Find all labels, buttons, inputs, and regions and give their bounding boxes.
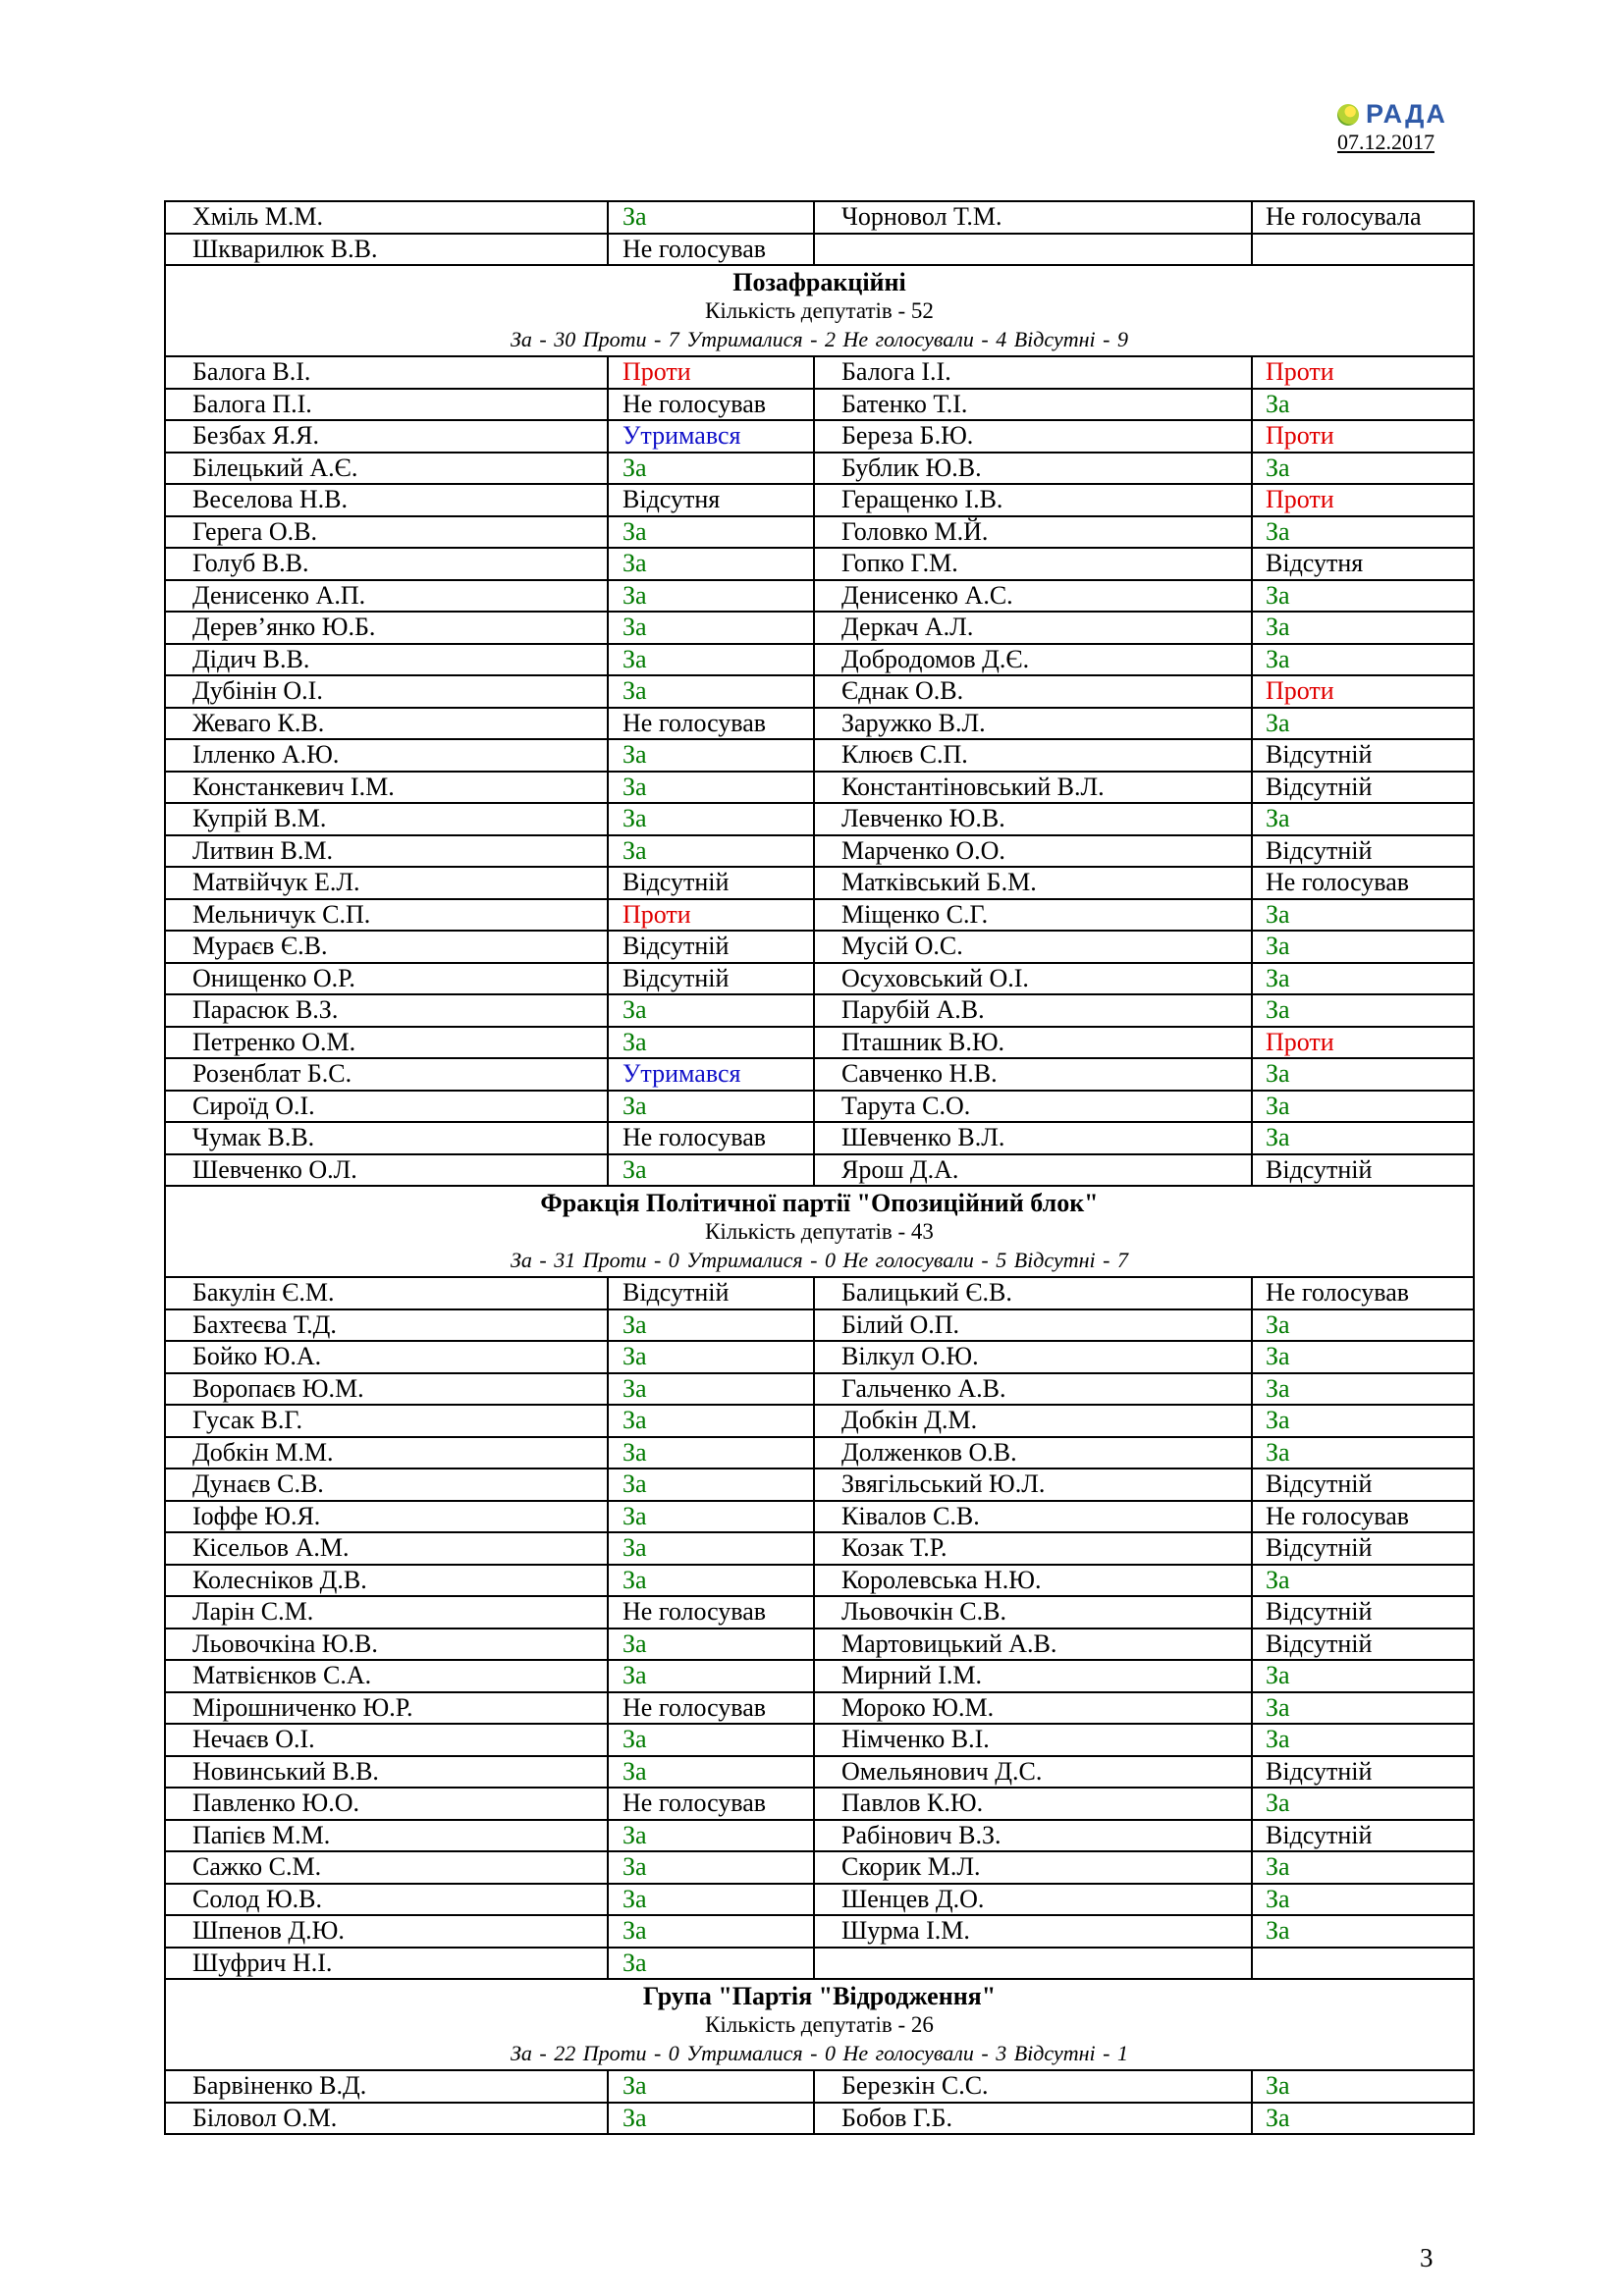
deputy-name: Шуфрич Н.І.: [165, 1948, 608, 1980]
deputy-name: Розенблат Б.С.: [165, 1058, 608, 1091]
deputy-name: Нечаєв О.І.: [165, 1724, 608, 1756]
table-row: [165, 803, 1474, 835]
vote-value: За: [1252, 1122, 1474, 1154]
vote-value: За: [608, 675, 814, 708]
page-number: 3: [1420, 2243, 1434, 2272]
table-row: [165, 1341, 1474, 1373]
deputy-name: Констанкевич І.М.: [165, 772, 608, 804]
deputy-name: Матвієнков С.А.: [165, 1660, 608, 1692]
deputy-name: Чорновол Т.М.: [814, 201, 1252, 234]
vote-value: Утримався: [608, 420, 814, 453]
vote-value: Відсутній: [608, 1277, 814, 1309]
deputy-name: Дунаєв С.В.: [165, 1468, 608, 1501]
deputy-name: Іоффе Ю.Я.: [165, 1501, 608, 1533]
deputy-name: Долженков О.В.: [814, 1437, 1252, 1469]
vote-value: Проти: [1252, 675, 1474, 708]
vote-value: За: [608, 1341, 814, 1373]
vote-value: За: [608, 739, 814, 772]
vote-value: Проти: [1252, 484, 1474, 516]
vote-value: За: [608, 1884, 814, 1916]
vote-value: Відсутній: [1252, 772, 1474, 804]
table-row: [165, 1596, 1474, 1629]
deputy-name: Єднак О.В.: [814, 675, 1252, 708]
table-row: [165, 1756, 1474, 1789]
vote-value: Відсутній: [1252, 1756, 1474, 1789]
table-row: [165, 1277, 1474, 1309]
deputy-name: Парасюк В.З.: [165, 994, 608, 1027]
faction-header-row: [165, 1979, 1474, 2070]
vote-value: За: [1252, 580, 1474, 613]
vote-value: За: [608, 2103, 814, 2135]
vote-value: Проти: [1252, 420, 1474, 453]
deputy-name: Ярош Д.А.: [814, 1154, 1252, 1187]
faction-header: [165, 1979, 1474, 2070]
deputy-name: Барвіненко В.Д.: [165, 2070, 608, 2103]
vote-value: За: [608, 1629, 814, 1661]
vote-value: Не голосував: [1252, 1501, 1474, 1533]
vote-value: За: [608, 580, 814, 613]
deputy-name: Солод Ю.В.: [165, 1884, 608, 1916]
vote-value: За: [608, 1565, 814, 1597]
deputy-name: Безбах Я.Я.: [165, 420, 608, 453]
vote-value: За: [1252, 2070, 1474, 2103]
vote-value: Відсутній: [608, 963, 814, 995]
deputy-name: Шпенов Д.Ю.: [165, 1915, 608, 1948]
table-row: [165, 234, 1474, 266]
vote-value: Не голосував: [608, 1122, 814, 1154]
table-row: [165, 1851, 1474, 1884]
document-date: 07.12.2017: [1337, 130, 1435, 154]
deputy-name: Білецький А.Є.: [165, 453, 608, 485]
table-row: [165, 675, 1474, 708]
vote-value: За: [1252, 2103, 1474, 2135]
deputy-name: Міщенко С.Г.: [814, 899, 1252, 932]
deputy-name: Шкварилюк В.В.: [165, 234, 608, 266]
deputy-name: Бойко Ю.А.: [165, 1341, 608, 1373]
deputy-count: Кількість депутатів - 26: [705, 2012, 934, 2037]
vote-value: За: [1252, 1692, 1474, 1725]
table-row: [165, 1565, 1474, 1597]
deputy-name: Ківалов С.В.: [814, 1501, 1252, 1533]
deputy-name: Колесніков Д.В.: [165, 1565, 608, 1597]
table-row: [165, 1820, 1474, 1852]
faction-header-row: [165, 1186, 1474, 1277]
deputy-name: Гальченко А.В.: [814, 1373, 1252, 1406]
vote-value: [1252, 234, 1474, 266]
deputy-name: Матківський Б.М.: [814, 867, 1252, 899]
vote-value: За: [608, 835, 814, 868]
table-row: [165, 1660, 1474, 1692]
deputy-name: Парубій А.В.: [814, 994, 1252, 1027]
table-row: [165, 899, 1474, 932]
vote-value: За: [608, 1154, 814, 1187]
table-row: [165, 931, 1474, 963]
table-row: [165, 1437, 1474, 1469]
table-row: [165, 1629, 1474, 1661]
deputy-name: Льовочкіна Ю.В.: [165, 1629, 608, 1661]
deputy-name: Королевська Н.Ю.: [814, 1565, 1252, 1597]
deputy-name: Вілкул О.Ю.: [814, 1341, 1252, 1373]
deputy-name: Хміль М.М.: [165, 201, 608, 234]
deputy-name: Воропаєв Ю.М.: [165, 1373, 608, 1406]
table-row: [165, 2070, 1474, 2103]
vote-value: Відсутній: [1252, 1154, 1474, 1187]
deputy-name: Матвійчук Е.Л.: [165, 867, 608, 899]
deputy-name: Денисенко А.С.: [814, 580, 1252, 613]
deputy-name: [814, 1948, 1252, 1980]
vote-value: За: [1252, 1915, 1474, 1948]
deputy-name: Герега О.В.: [165, 516, 608, 549]
deputy-name: Мороко Ю.М.: [814, 1692, 1252, 1725]
table-row: [165, 580, 1474, 613]
vote-value: За: [608, 1948, 814, 1980]
deputy-name: Головко М.Й.: [814, 516, 1252, 549]
rada-logo: [1337, 99, 1447, 130]
vote-value: За: [608, 803, 814, 835]
vote-value: За: [1252, 1091, 1474, 1123]
vote-value: За: [1252, 931, 1474, 963]
deputy-name: Балицький Є.В.: [814, 1277, 1252, 1309]
vote-value: За: [1252, 1405, 1474, 1437]
deputy-name: Німченко В.І.: [814, 1724, 1252, 1756]
vote-value: За: [608, 2070, 814, 2103]
deputy-name: Батенко Т.І.: [814, 389, 1252, 421]
vote-value: За: [1252, 1851, 1474, 1884]
deputy-name: Гусак В.Г.: [165, 1405, 608, 1437]
deputy-name: Павленко Ю.О.: [165, 1788, 608, 1820]
table-row: [165, 1373, 1474, 1406]
vote-value: За: [1252, 803, 1474, 835]
deputy-name: Папієв М.М.: [165, 1820, 608, 1852]
table-row: [165, 1309, 1474, 1342]
vote-value: За: [1252, 453, 1474, 485]
vote-value: За: [1252, 1788, 1474, 1820]
vote-value: За: [608, 1532, 814, 1565]
table-row: [165, 1405, 1474, 1437]
deputy-name: Дідич В.В.: [165, 644, 608, 676]
vote-value: За: [608, 612, 814, 644]
deputy-name: Біловол О.М.: [165, 2103, 608, 2135]
vote-value: За: [608, 1091, 814, 1123]
vote-summary: За - 31 Проти - 0 Утрималися - 0 Не голосували - 5 Відсутні - 7: [510, 1248, 1128, 1272]
table-row: [165, 356, 1474, 389]
vote-value: За: [608, 1468, 814, 1501]
vote-value: За: [608, 1501, 814, 1533]
vote-value: Не голосував: [1252, 1277, 1474, 1309]
deputy-name: Денисенко А.П.: [165, 580, 608, 613]
deputy-name: Мартовицький А.В.: [814, 1629, 1252, 1661]
vote-value: За: [608, 1660, 814, 1692]
vote-value: Відсутній: [1252, 1820, 1474, 1852]
deputy-name: [814, 234, 1252, 266]
table-row: [165, 1027, 1474, 1059]
deputy-name: Геращенко І.В.: [814, 484, 1252, 516]
table-row: [165, 835, 1474, 868]
deputy-name: Березкін С.С.: [814, 2070, 1252, 2103]
table-row: [165, 867, 1474, 899]
deputy-name: Ілленко А.Ю.: [165, 739, 608, 772]
table-row: [165, 772, 1474, 804]
vote-value: За: [1252, 963, 1474, 995]
table-row: [165, 1884, 1474, 1916]
deputy-name: Жеваго К.В.: [165, 708, 608, 740]
deputy-name: Голуб В.В.: [165, 548, 608, 580]
deputy-name: Бублик Ю.В.: [814, 453, 1252, 485]
deputy-name: Козак Т.Р.: [814, 1532, 1252, 1565]
vote-value: Проти: [1252, 1027, 1474, 1059]
vote-value: [1252, 1948, 1474, 1980]
vote-value: Проти: [608, 356, 814, 389]
table-row: [165, 708, 1474, 740]
rada-logo-text: РАДА: [1366, 99, 1447, 129]
table-row: [165, 1501, 1474, 1533]
faction-header-row: [165, 265, 1474, 356]
deputy-name: Бахтеєва Т.Д.: [165, 1309, 608, 1342]
faction-title: Фракція Політичної партії "Опозиційний блок": [540, 1189, 1099, 1217]
vote-value: За: [608, 1851, 814, 1884]
deputy-name: Балога П.І.: [165, 389, 608, 421]
vote-value: За: [608, 1027, 814, 1059]
vote-value: За: [1252, 1660, 1474, 1692]
voting-results-table: [164, 200, 1475, 2135]
deputy-name: Звягільський Ю.Л.: [814, 1468, 1252, 1501]
vote-value: Відсутній: [1252, 739, 1474, 772]
table-row: [165, 1122, 1474, 1154]
vote-value: За: [1252, 389, 1474, 421]
vote-value: За: [608, 201, 814, 234]
deputy-name: Левченко Ю.В.: [814, 803, 1252, 835]
vote-value: За: [608, 1915, 814, 1948]
deputy-name: Рабінович В.З.: [814, 1820, 1252, 1852]
deputy-name: Чумак В.В.: [165, 1122, 608, 1154]
vote-value: Відсутня: [1252, 548, 1474, 580]
vote-value: За: [608, 1756, 814, 1789]
faction-header: [165, 1186, 1474, 1277]
deputy-name: Новинський В.В.: [165, 1756, 608, 1789]
table-row: [165, 1788, 1474, 1820]
vote-value: Відсутній: [608, 867, 814, 899]
deputy-name: Добкін Д.М.: [814, 1405, 1252, 1437]
deputy-name: Сироїд О.І.: [165, 1091, 608, 1123]
vote-value: Не голосував: [608, 389, 814, 421]
vote-value: За: [1252, 1724, 1474, 1756]
table-row: [165, 548, 1474, 580]
vote-value: За: [608, 1437, 814, 1469]
deputy-name: Бакулін Є.М.: [165, 1277, 608, 1309]
vote-value: Не голосував: [1252, 867, 1474, 899]
table-row: [165, 484, 1474, 516]
vote-value: За: [608, 1309, 814, 1342]
vote-value: За: [608, 453, 814, 485]
vote-value: За: [1252, 1309, 1474, 1342]
rada-logo-icon: [1337, 104, 1359, 126]
faction-title: Група "Партія "Відродження": [642, 1982, 997, 2010]
vote-value: За: [608, 1820, 814, 1852]
vote-value: За: [1252, 612, 1474, 644]
deputy-name: Бобов Г.Б.: [814, 2103, 1252, 2135]
vote-value: Відсутній: [1252, 1468, 1474, 1501]
vote-value: За: [608, 644, 814, 676]
deputy-name: Мусій О.С.: [814, 931, 1252, 963]
vote-value: За: [1252, 899, 1474, 932]
vote-value: За: [1252, 1437, 1474, 1469]
deputy-count: Кількість депутатів - 43: [705, 1219, 934, 1244]
table-row: [165, 612, 1474, 644]
table-row: [165, 644, 1474, 676]
deputy-name: Шенцев Д.О.: [814, 1884, 1252, 1916]
deputy-name: Литвин В.М.: [165, 835, 608, 868]
deputy-name: Ларін С.М.: [165, 1596, 608, 1629]
vote-value: Проти: [1252, 356, 1474, 389]
table-row: [165, 2103, 1474, 2135]
deputy-name: Петренко О.М.: [165, 1027, 608, 1059]
deputy-name: Купрій В.М.: [165, 803, 608, 835]
vote-value: За: [1252, 516, 1474, 549]
table-row: [165, 994, 1474, 1027]
vote-value: За: [1252, 1341, 1474, 1373]
deputy-name: Мирний І.М.: [814, 1660, 1252, 1692]
table-row: [165, 963, 1474, 995]
deputy-name: Тарута С.О.: [814, 1091, 1252, 1123]
deputy-name: Льовочкін С.В.: [814, 1596, 1252, 1629]
table-row: [165, 453, 1474, 485]
vote-value: За: [608, 1373, 814, 1406]
deputy-name: Мельничук С.П.: [165, 899, 608, 932]
vote-value: Проти: [608, 899, 814, 932]
vote-value: За: [608, 994, 814, 1027]
deputy-name: Марченко О.О.: [814, 835, 1252, 868]
vote-value: За: [608, 1724, 814, 1756]
deputy-name: Білий О.П.: [814, 1309, 1252, 1342]
deputy-name: Осуховський О.І.: [814, 963, 1252, 995]
table-row: [165, 1948, 1474, 1980]
vote-value: Відсутній: [1252, 1596, 1474, 1629]
vote-value: Утримався: [608, 1058, 814, 1091]
vote-value: Не голосував: [608, 1596, 814, 1629]
deputy-name: Сажко С.М.: [165, 1851, 608, 1884]
table-row: [165, 1724, 1474, 1756]
deputy-name: Мірошниченко Ю.Р.: [165, 1692, 608, 1725]
table-row: [165, 1532, 1474, 1565]
vote-value: За: [608, 548, 814, 580]
table-row: [165, 201, 1474, 234]
deputy-name: Веселова Н.В.: [165, 484, 608, 516]
deputy-name: Скорик М.Л.: [814, 1851, 1252, 1884]
table-row: [165, 1692, 1474, 1725]
deputy-name: Заружко В.Л.: [814, 708, 1252, 740]
deputy-name: Балога В.І.: [165, 356, 608, 389]
vote-value: За: [608, 516, 814, 549]
vote-value: За: [608, 1405, 814, 1437]
vote-value: Не голосував: [608, 1692, 814, 1725]
deputy-name: Балога І.І.: [814, 356, 1252, 389]
vote-value: За: [1252, 644, 1474, 676]
deputy-name: Павлов К.Ю.: [814, 1788, 1252, 1820]
table-row: [165, 1058, 1474, 1091]
table-row: [165, 1915, 1474, 1948]
vote-value: За: [1252, 994, 1474, 1027]
vote-summary: За - 22 Проти - 0 Утрималися - 0 Не голосували - 3 Відсутні - 1: [510, 2041, 1128, 2065]
deputy-name: Береза Б.Ю.: [814, 420, 1252, 453]
vote-value: Відсутній: [1252, 835, 1474, 868]
deputy-name: Гопко Г.М.: [814, 548, 1252, 580]
faction-title: Позафракційні: [732, 268, 906, 296]
table-row: [165, 1468, 1474, 1501]
vote-value: За: [1252, 1058, 1474, 1091]
deputy-name: Кісельов А.М.: [165, 1532, 608, 1565]
vote-value: Відсутній: [1252, 1532, 1474, 1565]
vote-value: Не голосував: [608, 234, 814, 266]
deputy-name: Клюєв С.П.: [814, 739, 1252, 772]
deputy-name: Деркач А.Л.: [814, 612, 1252, 644]
deputy-name: Дубінін О.І.: [165, 675, 608, 708]
deputy-name: Шурма І.М.: [814, 1915, 1252, 1948]
deputy-name: Добродомов Д.Є.: [814, 644, 1252, 676]
table-row: [165, 516, 1474, 549]
deputy-name: Пташник В.Ю.: [814, 1027, 1252, 1059]
deputy-name: Дерев’янко Ю.Б.: [165, 612, 608, 644]
vote-value: Не голосував: [608, 1788, 814, 1820]
vote-summary: За - 30 Проти - 7 Утрималися - 2 Не голосували - 4 Відсутні - 9: [510, 327, 1128, 351]
vote-value: Не голосував: [608, 708, 814, 740]
vote-value: За: [1252, 708, 1474, 740]
faction-header: [165, 265, 1474, 356]
deputy-name: Омельянович Д.С.: [814, 1756, 1252, 1789]
table-row: [165, 389, 1474, 421]
table-row: [165, 1091, 1474, 1123]
deputy-name: Добкін М.М.: [165, 1437, 608, 1469]
vote-value: За: [1252, 1373, 1474, 1406]
deputy-name: Шевченко О.Л.: [165, 1154, 608, 1187]
deputy-name: Мураєв Є.В.: [165, 931, 608, 963]
deputy-name: Онищенко О.Р.: [165, 963, 608, 995]
vote-value: Відсутня: [608, 484, 814, 516]
deputy-name: Шевченко В.Л.: [814, 1122, 1252, 1154]
deputy-count: Кількість депутатів - 52: [705, 298, 934, 323]
vote-value: За: [1252, 1565, 1474, 1597]
table-row: [165, 1154, 1474, 1187]
table-row: [165, 739, 1474, 772]
table-row: [165, 420, 1474, 453]
vote-value: Відсутній: [1252, 1629, 1474, 1661]
vote-value: За: [1252, 1884, 1474, 1916]
vote-value: Відсутній: [608, 931, 814, 963]
vote-value: Не голосувала: [1252, 201, 1474, 234]
deputy-name: Константіновський В.Л.: [814, 772, 1252, 804]
deputy-name: Савченко Н.В.: [814, 1058, 1252, 1091]
vote-value: За: [608, 772, 814, 804]
